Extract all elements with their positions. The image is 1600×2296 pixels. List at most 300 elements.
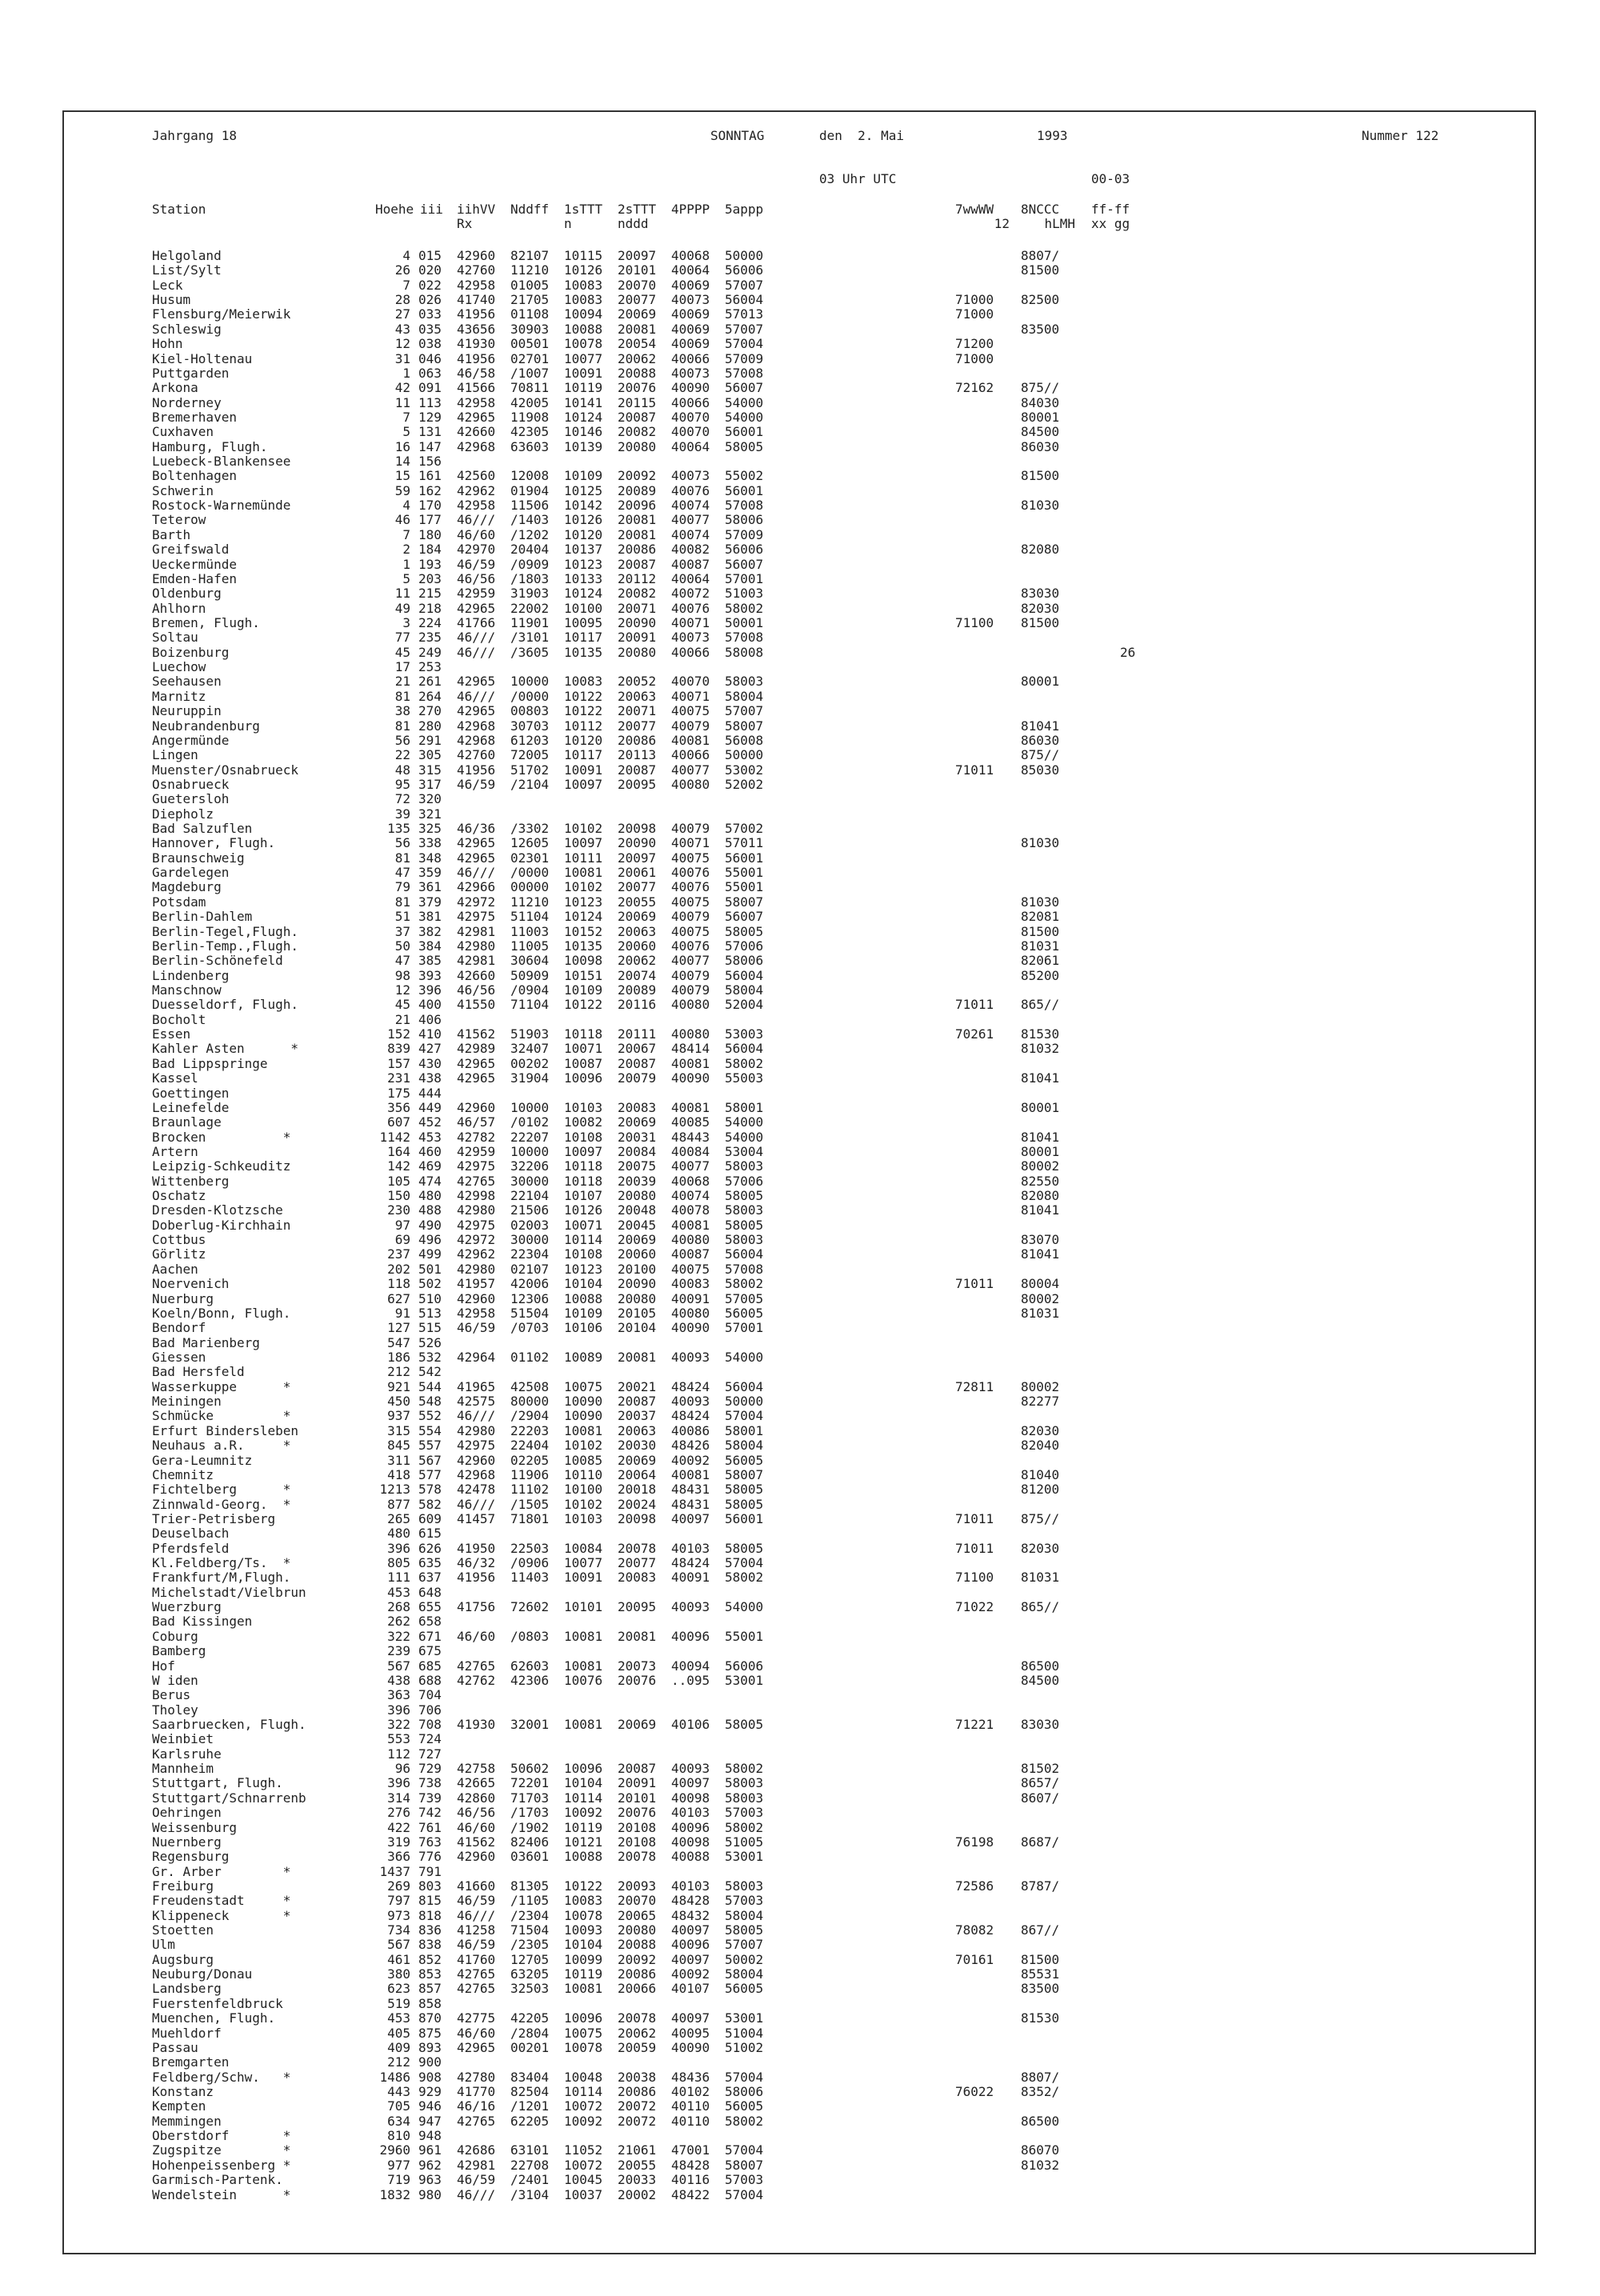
station-height: 7	[402, 277, 410, 293]
group-nddff: 11908	[510, 409, 550, 425]
station-height: 97	[394, 1217, 410, 1233]
station-index: 393	[418, 967, 442, 983]
group-pressure: 40068	[671, 1173, 710, 1189]
station-index: 502	[418, 1276, 442, 1292]
group-dewpoint: 20105	[618, 1305, 657, 1321]
group-temperature: 10099	[564, 1951, 603, 1967]
station-name: Kassel	[152, 1070, 198, 1086]
group-tendency: 58002	[725, 1276, 764, 1292]
station-index: 091	[418, 380, 442, 396]
station-height: 59	[394, 482, 410, 498]
group-dewpoint: 20108	[618, 1834, 657, 1850]
group-nddff: /2104	[510, 776, 550, 792]
group-nddff: 11506	[510, 498, 550, 514]
station-index: 253	[418, 659, 442, 675]
group-pressure: 40077	[671, 953, 710, 969]
group-pressure: 40076	[671, 938, 710, 954]
year-label: 1993	[1037, 128, 1068, 143]
table-row	[0, 719, 1440, 734]
group-dewpoint: 20052	[618, 674, 657, 690]
station-index: 033	[418, 306, 442, 322]
group-nddff: 72201	[510, 1775, 550, 1791]
group-iihvv: 42782	[457, 1129, 496, 1145]
group-dewpoint: 20024	[618, 1496, 657, 1512]
group-pressure: 40094	[671, 1658, 710, 1674]
group-iihvv: 41550	[457, 997, 496, 1013]
group-iihvv: 41562	[457, 1026, 496, 1042]
table-row	[0, 1586, 1440, 1600]
group-pressure: 40078	[671, 1202, 710, 1218]
group-nddff: 50602	[510, 1761, 550, 1777]
station-index: 554	[418, 1422, 442, 1438]
group-tendency: 58004	[725, 1966, 764, 1982]
group-tendency: 52002	[725, 776, 764, 792]
station-name: Goettingen	[152, 1085, 230, 1101]
group-nddff: 12008	[510, 468, 550, 484]
group-nddff: 42306	[510, 1672, 550, 1688]
group-iihvv: 42972	[457, 1232, 496, 1248]
station-index: 815	[418, 1893, 442, 1909]
group-pressure: 40080	[671, 1305, 710, 1321]
station-height: 734	[387, 1922, 410, 1938]
group-dewpoint: 20078	[618, 1540, 657, 1556]
group-iihvv: 42765	[457, 2113, 496, 2129]
table-row	[0, 1542, 1440, 1556]
group-cloud: 83030	[1021, 586, 1060, 602]
group-iihvv: 43656	[457, 321, 496, 337]
group-pressure: 48422	[671, 2186, 710, 2202]
group-weather: 70261	[955, 1026, 994, 1042]
group-nddff: 11102	[510, 1482, 550, 1498]
group-tendency: 57004	[725, 2186, 764, 2202]
group-iihvv: 42775	[457, 2010, 496, 2026]
issue-number: Nummer 122	[1362, 128, 1439, 143]
station-index: 305	[418, 747, 442, 763]
group-temperature: 10108	[564, 1129, 603, 1145]
station-index: 035	[418, 321, 442, 337]
station-name: Frankfurt/M,Flugh.	[152, 1570, 291, 1586]
group-nddff: 21705	[510, 292, 550, 308]
group-weather: 71011	[955, 1276, 994, 1292]
table-row	[0, 822, 1440, 836]
station-name: Lingen	[152, 747, 198, 763]
group-dewpoint: 20091	[618, 1775, 657, 1791]
table-row	[0, 2143, 1440, 2158]
table-row	[0, 1424, 1440, 1438]
station-height: 396	[387, 1702, 410, 1718]
group-tendency: 58002	[725, 1761, 764, 1777]
station-height: 118	[387, 1276, 410, 1292]
table-row	[0, 2158, 1440, 2173]
station-index: 026	[418, 292, 442, 308]
station-index: 637	[418, 1570, 442, 1586]
group-tendency: 55001	[725, 865, 764, 881]
station-name: Noervenich	[152, 1276, 230, 1292]
group-cloud: 82040	[1021, 1438, 1060, 1454]
station-name: Manschnow	[152, 982, 222, 998]
station-index: 900	[418, 2054, 442, 2070]
station-height: 322	[387, 1628, 410, 1644]
group-pressure: 40106	[671, 1717, 710, 1732]
col-gust: ff-ff	[1091, 202, 1130, 217]
station-index: 577	[418, 1466, 442, 1482]
station-height: 607	[387, 1114, 410, 1130]
group-temperature: 10104	[564, 1775, 603, 1791]
station-height: 4	[402, 498, 410, 514]
station-name: Landsberg	[152, 1981, 222, 1997]
table-row	[0, 2026, 1440, 2041]
table-row	[0, 939, 1440, 954]
group-cloud: 81041	[1021, 718, 1060, 734]
station-index: 688	[418, 1672, 442, 1688]
group-pressure: 40090	[671, 1320, 710, 1336]
group-iihvv: 42975	[457, 1438, 496, 1454]
group-tendency: 57007	[725, 321, 764, 337]
station-index: 184	[418, 542, 442, 558]
group-nddff: 63101	[510, 2142, 550, 2158]
station-height: 1213	[379, 1482, 410, 1498]
group-pressure: 40110	[671, 2113, 710, 2129]
station-index: 836	[418, 1922, 442, 1938]
group-temperature: 10097	[564, 1143, 603, 1159]
group-nddff: 10000	[510, 674, 550, 690]
group-iihvv: 41957	[457, 1276, 496, 1292]
group-dewpoint: 20048	[618, 1202, 657, 1218]
station-height: 48	[394, 762, 410, 778]
table-row	[0, 1791, 1440, 1806]
group-iihvv: 42975	[457, 1158, 496, 1174]
group-cloud: 81500	[1021, 468, 1060, 484]
station-height: 627	[387, 1290, 410, 1306]
station-name: Berlin-Schönefeld	[152, 953, 283, 969]
group-dewpoint: 20101	[618, 262, 657, 278]
group-tendency: 50001	[725, 615, 764, 630]
group-iihvv: 42965	[457, 703, 496, 719]
station-height: 623	[387, 1981, 410, 1997]
group-cloud: 83500	[1021, 321, 1060, 337]
group-temperature: 10102	[564, 879, 603, 895]
group-temperature: 10097	[564, 776, 603, 792]
group-nddff: 81305	[510, 1878, 550, 1894]
station-name: Duesseldorf, Flugh.	[152, 997, 299, 1013]
group-pressure: 48432	[671, 1907, 710, 1923]
group-iihvv: 46///	[457, 512, 496, 528]
group-tendency: 58003	[725, 674, 764, 690]
station-height: 212	[387, 2054, 410, 2070]
group-tendency: 57008	[725, 630, 764, 646]
station-height: 239	[387, 1643, 410, 1659]
table-row	[0, 410, 1440, 425]
station-name: Michelstadt/Vielbrun	[152, 1584, 306, 1600]
table-row	[0, 381, 1440, 395]
group-nddff: 10000	[510, 1099, 550, 1115]
station-height: 567	[387, 1937, 410, 1953]
group-pressure: 40075	[671, 923, 710, 939]
station-index: 162	[418, 482, 442, 498]
station-index: 381	[418, 909, 442, 925]
group-iihvv: 41770	[457, 2084, 496, 2099]
station-height: 56	[394, 732, 410, 748]
group-dewpoint: 20018	[618, 1482, 657, 1498]
station-name: Neubrandenburg	[152, 718, 260, 734]
group-tendency: 56007	[725, 380, 764, 396]
group-tendency: 58005	[725, 1717, 764, 1732]
group-iihvv: 41766	[457, 615, 496, 630]
station-name: Barth	[152, 526, 191, 542]
group-iihvv: 46///	[457, 630, 496, 646]
group-cloud: 81031	[1021, 938, 1060, 954]
table-row	[0, 1159, 1440, 1174]
table-row	[0, 2055, 1440, 2070]
station-name: Fuerstenfeldbruck	[152, 1995, 283, 2011]
group-iihvv: 42765	[457, 1966, 496, 1982]
table-row	[0, 690, 1440, 704]
group-pressure: 40066	[671, 644, 710, 660]
station-index: 438	[418, 1070, 442, 1086]
group-pressure: 40082	[671, 542, 710, 558]
group-nddff: 51104	[510, 909, 550, 925]
group-pressure: 40071	[671, 688, 710, 704]
station-index: 264	[418, 688, 442, 704]
group-cloud: 875//	[1021, 380, 1060, 396]
group-temperature: 10122	[564, 688, 603, 704]
group-tendency: 57002	[725, 821, 764, 837]
group-tendency: 57013	[725, 306, 764, 322]
group-weather: 71000	[955, 350, 994, 366]
group-cloud: 84500	[1021, 424, 1060, 440]
group-nddff: 50909	[510, 967, 550, 983]
group-temperature: 10109	[564, 1305, 603, 1321]
group-dewpoint: 20062	[618, 350, 657, 366]
station-name: Bamberg	[152, 1643, 206, 1659]
group-pressure: 40073	[671, 365, 710, 381]
group-pressure: 40075	[671, 703, 710, 719]
station-height: 17	[394, 659, 410, 675]
station-height: 396	[387, 1540, 410, 1556]
group-iihvv: 46/59	[457, 556, 496, 572]
group-iihvv: 46/60	[457, 526, 496, 542]
group-iihvv: 42965	[457, 835, 496, 851]
table-row	[0, 880, 1440, 894]
station-index: 180	[418, 526, 442, 542]
group-temperature: 10109	[564, 982, 603, 998]
station-height: 16	[394, 438, 410, 454]
group-nddff: 22104	[510, 1188, 550, 1204]
group-pressure: 48426	[671, 1438, 710, 1454]
group-temperature: 10123	[564, 1261, 603, 1277]
station-index: 738	[418, 1775, 442, 1791]
group-dewpoint: 20115	[618, 394, 657, 410]
station-name: Zugspitze *	[152, 2142, 291, 2158]
station-index: 635	[418, 1555, 442, 1571]
group-iihvv: 42686	[457, 2142, 496, 2158]
group-dewpoint: 20063	[618, 1422, 657, 1438]
group-iihvv: 42981	[457, 2157, 496, 2173]
group-cloud: 81041	[1021, 1246, 1060, 1262]
station-name: Klippeneck *	[152, 1907, 291, 1923]
table-row	[0, 1454, 1440, 1468]
group-dewpoint: 20076	[618, 1672, 657, 1688]
group-cloud: 80001	[1021, 409, 1060, 425]
group-pressure: 40080	[671, 1026, 710, 1042]
group-dewpoint: 20096	[618, 498, 657, 514]
table-row	[0, 1967, 1440, 1982]
group-weather: 71100	[955, 1570, 994, 1586]
group-pressure: 40066	[671, 747, 710, 763]
station-name: Stuttgart/Schnarrenb	[152, 1790, 306, 1806]
group-temperature: 10120	[564, 732, 603, 748]
group-iihvv: 41965	[457, 1378, 496, 1394]
station-height: 314	[387, 1790, 410, 1806]
group-tendency: 58002	[725, 2113, 764, 2129]
group-dewpoint: 20089	[618, 482, 657, 498]
station-name: Essen	[152, 1026, 191, 1042]
group-cloud: 8657/	[1021, 1775, 1060, 1791]
group-iihvv: 46/59	[457, 1937, 496, 1953]
time-label: 03 Uhr UTC	[819, 171, 897, 186]
group-pressure: 40096	[671, 1937, 710, 1953]
group-temperature: 10112	[564, 718, 603, 734]
station-name: Weinbiet	[152, 1731, 214, 1747]
group-dewpoint: 20087	[618, 1055, 657, 1071]
station-index: 858	[418, 1995, 442, 2011]
station-name: Stoetten	[152, 1922, 214, 1938]
group-nddff: 71801	[510, 1510, 550, 1526]
group-pressure: 40076	[671, 865, 710, 881]
station-height: 231	[387, 1070, 410, 1086]
col-pressure: 4PPPP	[671, 202, 710, 217]
group-temperature: 10142	[564, 498, 603, 514]
group-tendency: 58002	[725, 1819, 764, 1835]
group-temperature: 10115	[564, 248, 603, 263]
group-dewpoint: 20080	[618, 1188, 657, 1204]
station-index: 147	[418, 438, 442, 454]
group-temperature: 10091	[564, 762, 603, 778]
table-row	[0, 2188, 1440, 2202]
table-row	[0, 792, 1440, 806]
group-pressure: 40107	[671, 1981, 710, 1997]
station-name: Husum	[152, 292, 191, 308]
group-dewpoint: 20081	[618, 1350, 657, 1365]
group-tendency: 51004	[725, 2025, 764, 2041]
station-index: 499	[418, 1246, 442, 1262]
group-iihvv: 42965	[457, 850, 496, 866]
station-height: 50	[394, 938, 410, 954]
station-name: Stuttgart, Flugh.	[152, 1775, 283, 1791]
table-row	[0, 1762, 1440, 1776]
group-tendency: 56005	[725, 1305, 764, 1321]
group-tendency: 57005	[725, 1290, 764, 1306]
group-pressure: 40072	[671, 586, 710, 602]
group-pressure: 40116	[671, 2172, 710, 2188]
table-row	[0, 2070, 1440, 2085]
group-dewpoint: 20077	[618, 1555, 657, 1571]
table-row	[0, 454, 1440, 469]
group-tendency: 57007	[725, 1937, 764, 1953]
group-pressure: 40097	[671, 1510, 710, 1526]
group-temperature: 10120	[564, 526, 603, 542]
group-cloud: 81030	[1021, 498, 1060, 514]
group-nddff: 61203	[510, 732, 550, 748]
group-iihvv: 41660	[457, 1878, 496, 1894]
group-temperature: 10078	[564, 2039, 603, 2055]
group-temperature: 10092	[564, 1805, 603, 1821]
group-pressure: 47001	[671, 2142, 710, 2158]
group-nddff: 70811	[510, 380, 550, 396]
group-temperature: 10135	[564, 938, 603, 954]
group-dewpoint: 20086	[618, 1966, 657, 1982]
group-dewpoint: 20090	[618, 615, 657, 630]
group-iihvv: 42962	[457, 1246, 496, 1262]
station-height: 422	[387, 1819, 410, 1835]
group-nddff: /0909	[510, 556, 550, 572]
group-iihvv: 42970	[457, 542, 496, 558]
station-height: 453	[387, 2010, 410, 2026]
table-row	[0, 1350, 1440, 1365]
group-tendency: 56001	[725, 850, 764, 866]
group-pressure: 40069	[671, 306, 710, 322]
table-row	[0, 674, 1440, 689]
group-nddff: 02107	[510, 1261, 550, 1277]
station-height: 26	[394, 262, 410, 278]
group-temperature: 10111	[564, 850, 603, 866]
group-dewpoint: 20077	[618, 718, 657, 734]
group-temperature: 10088	[564, 1849, 603, 1865]
station-name: Guetersloh	[152, 791, 230, 807]
station-name: Greifswald	[152, 542, 230, 558]
station-height: 43	[394, 321, 410, 337]
station-height: 380	[387, 1966, 410, 1982]
group-tendency: 58004	[725, 1438, 764, 1454]
group-nddff: 20404	[510, 542, 550, 558]
station-name: Chemnitz	[152, 1466, 214, 1482]
group-temperature: 10090	[564, 1394, 603, 1410]
group-dewpoint: 20076	[618, 380, 657, 396]
station-height: 2	[402, 542, 410, 558]
group-temperature: 10101	[564, 1599, 603, 1615]
station-height: 319	[387, 1834, 410, 1850]
group-pressure: 40076	[671, 879, 710, 895]
group-temperature: 10102	[564, 1496, 603, 1512]
station-name: Teterow	[152, 512, 206, 528]
group-pressure: 40080	[671, 997, 710, 1013]
group-tendency: 58002	[725, 1570, 764, 1586]
group-tendency: 56005	[725, 1452, 764, 1468]
station-name: Deuselbach	[152, 1526, 230, 1542]
station-height: 81	[394, 894, 410, 910]
station-index: 542	[418, 1364, 442, 1380]
group-iihvv: 41956	[457, 762, 496, 778]
table-row	[0, 1614, 1440, 1629]
table-row	[0, 1850, 1440, 1864]
group-tendency: 58006	[725, 2084, 764, 2099]
station-name: Neuburg/Donau	[152, 1966, 253, 1982]
group-nddff: 11403	[510, 1570, 550, 1586]
group-iihvv: 41950	[457, 1540, 496, 1556]
group-cloud: 80002	[1021, 1290, 1060, 1306]
group-cloud: 80002	[1021, 1378, 1060, 1394]
group-iihvv: 42765	[457, 1173, 496, 1189]
table-row	[0, 1997, 1440, 2011]
group-cloud: 81032	[1021, 1041, 1060, 1057]
station-height: 39	[394, 806, 410, 822]
group-nddff: 22304	[510, 1246, 550, 1262]
group-weather: 72162	[955, 380, 994, 396]
group-iihvv: 42958	[457, 394, 496, 410]
table-row	[0, 263, 1440, 278]
group-cloud: 81502	[1021, 1761, 1060, 1777]
station-name: Muenster/Osnabrueck	[152, 762, 299, 778]
